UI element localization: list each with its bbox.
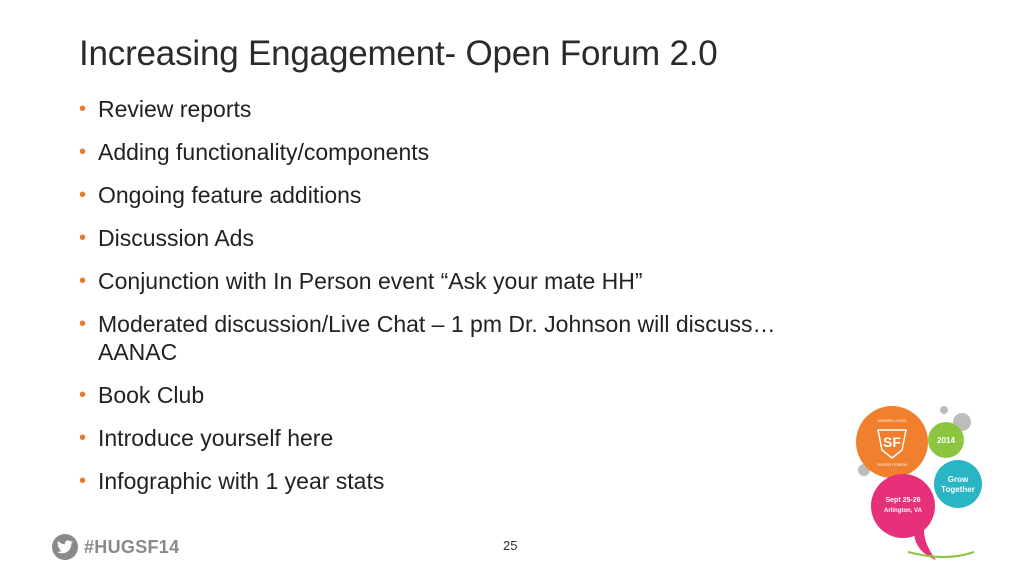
bullet-text: Infographic with 1 year stats	[98, 468, 385, 494]
bullet-text: Discussion Ads	[98, 225, 254, 251]
page-number: 25	[503, 538, 518, 553]
bullet-item	[79, 381, 809, 409]
logo-monogram: SF	[883, 434, 901, 450]
svg-text:Grow: Grow	[947, 475, 969, 484]
bullet-dot: •	[79, 141, 87, 163]
bullet-text: Adding functionality/components	[98, 139, 430, 165]
bullet-item	[79, 224, 809, 252]
bullet-item	[79, 95, 809, 123]
bullet-item	[79, 467, 809, 495]
footer-hashtag	[52, 533, 179, 561]
bullet-dot: •	[79, 98, 87, 120]
bullet-dot: •	[79, 227, 87, 249]
logo-year: 2014	[937, 436, 955, 445]
slide-title: Increasing Engagement- Open Forum 2.0	[79, 34, 718, 73]
svg-text:HIGHER LOGIC: HIGHER LOGIC	[877, 418, 907, 423]
bullet-dot: •	[79, 384, 87, 406]
bullet-text: Introduce yourself here	[98, 425, 334, 451]
logo-dates: Sept 25-26	[885, 497, 921, 504]
bullet-text: Moderated discussion/Live Chat – 1 pm Dr. Johnson will discuss…AANAC	[98, 311, 776, 365]
bullet-dot: •	[79, 427, 87, 449]
logo-location: Arlington, VA	[884, 508, 922, 514]
bullet-item	[79, 181, 809, 209]
bullet-dot: •	[79, 313, 87, 335]
bullet-item	[79, 267, 809, 295]
bullet-text: Conjunction with In Person event “Ask your mate HH”	[98, 268, 643, 294]
svg-text:Together: Together	[941, 485, 975, 494]
bullet-list	[79, 95, 809, 510]
bullet-dot: •	[79, 270, 87, 292]
bullet-text: Book Club	[98, 382, 205, 408]
bullet-text: Ongoing feature additions	[98, 182, 362, 208]
bullet-dot: •	[79, 184, 87, 206]
bullet-item	[79, 424, 809, 452]
bullet-item	[79, 310, 809, 366]
hashtag-text: #HUGSF14	[84, 536, 180, 557]
twitter-bird-icon	[52, 534, 78, 560]
bullet-dot: •	[79, 470, 87, 492]
bullet-item	[79, 138, 809, 166]
bullet-text: Review reports	[98, 96, 252, 122]
svg-text:SUPER FORUM: SUPER FORUM	[877, 462, 907, 467]
super-forum-logo	[846, 402, 986, 562]
